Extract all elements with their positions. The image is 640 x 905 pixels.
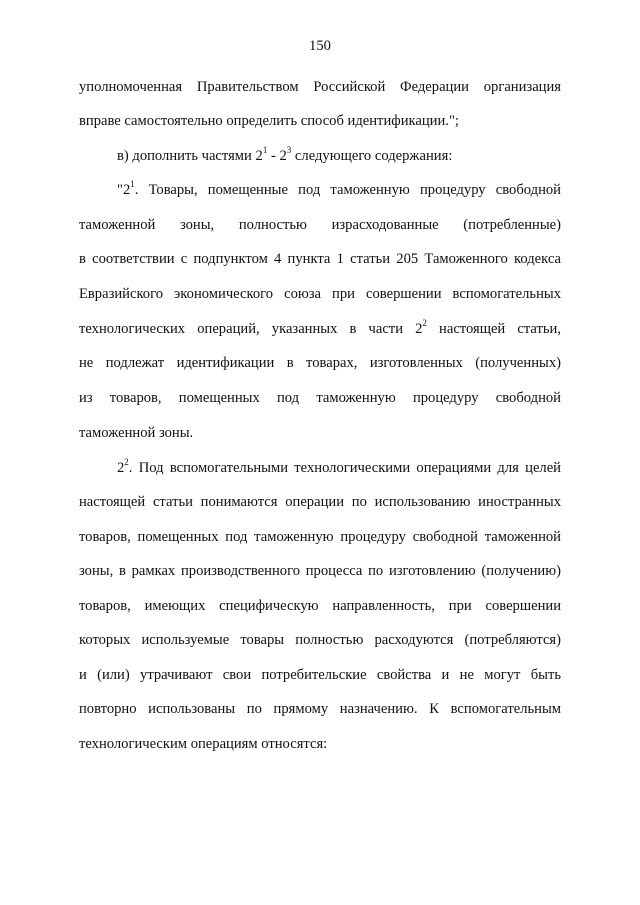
text-line: Евразийского экономического союза при совершении вспомогательных	[79, 286, 561, 302]
text-line: и (или) утрачивают свои потребительские свойства и не могут быть	[79, 667, 561, 683]
text-line: из товаров, помещенных под таможенную процедуру свободной	[79, 390, 561, 406]
text-line: в) дополнить частями $2^1 - 2^3$ следующего содержания:	[117, 145, 453, 164]
text-line: технологическим операциям относятся:	[79, 736, 328, 752]
text-line: настоящей статьи понимаются операции по использованию иностранных	[79, 494, 561, 510]
text-line: таможенной зоны, полностью израсходованные (потребленные)	[79, 217, 561, 233]
text-line: товаров, помещенных под таможенную процедуру свободной таможенной	[79, 529, 561, 545]
text-line: $2^2$. Под вспомогательными технологическими операциями для целей	[117, 457, 561, 476]
text-line: не подлежат идентификации в товарах, изготовленных (полученных)	[79, 355, 561, 371]
text-line: "$2^1$. Товары, помещенные под таможенную процедуру свободной	[117, 179, 561, 198]
text-line: повторно использованы по прямому назначению. К вспомогательным	[79, 701, 561, 717]
text-line: в соответствии с подпунктом 4 пункта 1 статьи 205 Таможенного кодекса	[79, 251, 561, 267]
page-number: 150	[309, 38, 331, 54]
text-line: таможенной зоны.	[79, 425, 194, 441]
text-line: вправе самостоятельно определить способ идентификации.";	[79, 113, 459, 129]
text-line: уполномоченная Правительством Российской Федерации организация	[79, 79, 561, 95]
text-line: технологических операций, указанных в части $2^2$ настоящей статьи,	[79, 318, 561, 337]
text-line: товаров, имеющих специфическую направленность, при совершении	[79, 598, 561, 614]
text-line: зоны, в рамках производственного процесса по изготовлению (получению)	[79, 563, 561, 579]
text-line: которых используемые товары полностью расходуются (потребляются)	[79, 632, 561, 648]
